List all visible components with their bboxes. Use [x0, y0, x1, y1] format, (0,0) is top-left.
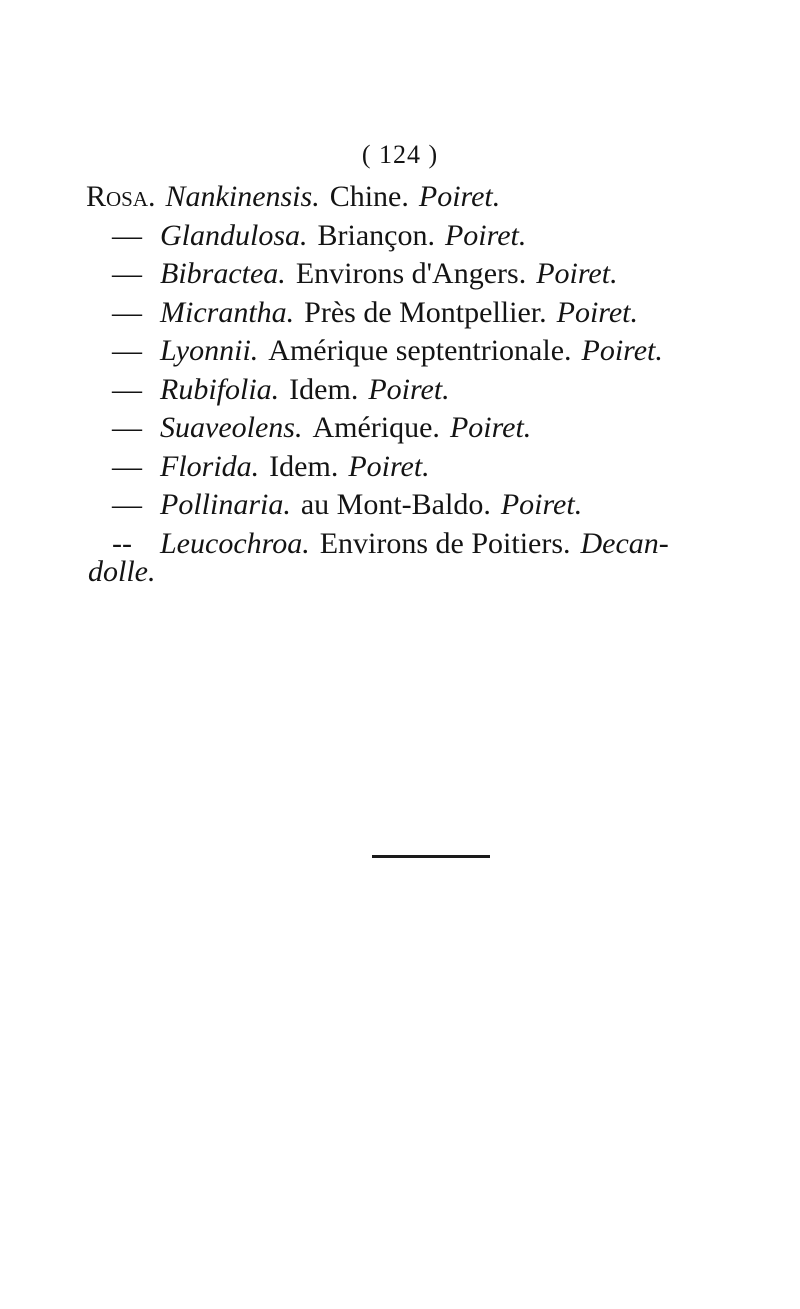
- species-name: Leucochroa.: [160, 526, 310, 560]
- species-author: Poiret.: [581, 334, 663, 367]
- species-name: Bibractea.: [160, 257, 286, 290]
- species-author: Poiret.: [556, 295, 638, 329]
- species-location: Environs d'Angers.: [295, 257, 527, 290]
- species-location: Idem.: [269, 449, 339, 483]
- page-number: ( 124 ): [361, 140, 439, 169]
- list-item: [112, 294, 712, 333]
- species-name: Lyonnii.: [160, 334, 259, 367]
- species-name: Suaveolens.: [160, 411, 303, 444]
- species-location: Briançon.: [317, 218, 435, 252]
- continuation-text: dolle.: [88, 555, 156, 588]
- list-item: [112, 409, 712, 448]
- list-item: [112, 332, 712, 371]
- species-author: Poiret.: [500, 488, 583, 521]
- entry-dash: —: [112, 218, 142, 252]
- species-author: Poiret.: [348, 449, 430, 483]
- species-name: Florida.: [160, 449, 260, 483]
- species-name: Rubifolia.: [160, 372, 280, 406]
- species-location: Près de Montpellier.: [304, 295, 547, 329]
- species-name: Pollinaria.: [160, 488, 291, 521]
- entry-dash: —: [112, 257, 142, 290]
- species-location: Environs de Poitiers.: [319, 526, 571, 560]
- genus-name: Rosa.: [86, 180, 156, 213]
- entry-dash: —: [112, 488, 142, 521]
- list-item: [112, 255, 712, 294]
- entry-dash: —: [112, 449, 142, 483]
- species-list: [86, 178, 712, 563]
- species-name: Glandulosa.: [160, 218, 308, 252]
- species-name: Micrantha.: [160, 295, 295, 329]
- entry-dash: —: [112, 334, 142, 367]
- species-author: Decan-: [580, 526, 669, 560]
- list-item: [112, 371, 712, 410]
- species-author: Poiret.: [449, 411, 532, 444]
- list-item: [112, 448, 712, 487]
- species-location: Idem.: [289, 372, 359, 406]
- entry-dash: —: [112, 295, 142, 329]
- closing-rule: [372, 855, 490, 858]
- entry-dash: —: [112, 372, 142, 406]
- entry-dash: --: [112, 526, 132, 560]
- species-location: au Mont-Baldo.: [300, 488, 491, 521]
- species-location: Amérique septentrionale.: [268, 334, 572, 367]
- species-name: Nankinensis.: [165, 180, 320, 213]
- species-author: Poiret.: [368, 372, 450, 406]
- species-author: Poiret.: [536, 257, 618, 290]
- entry-dash: —: [112, 411, 142, 444]
- species-author: Poiret.: [418, 180, 501, 213]
- list-item: [112, 217, 712, 256]
- list-item: [112, 486, 712, 525]
- species-location: Chine.: [329, 180, 409, 213]
- species-author: Poiret.: [444, 218, 527, 252]
- list-item: [112, 525, 712, 564]
- species-location: Amérique.: [312, 411, 440, 444]
- list-item: [86, 178, 712, 217]
